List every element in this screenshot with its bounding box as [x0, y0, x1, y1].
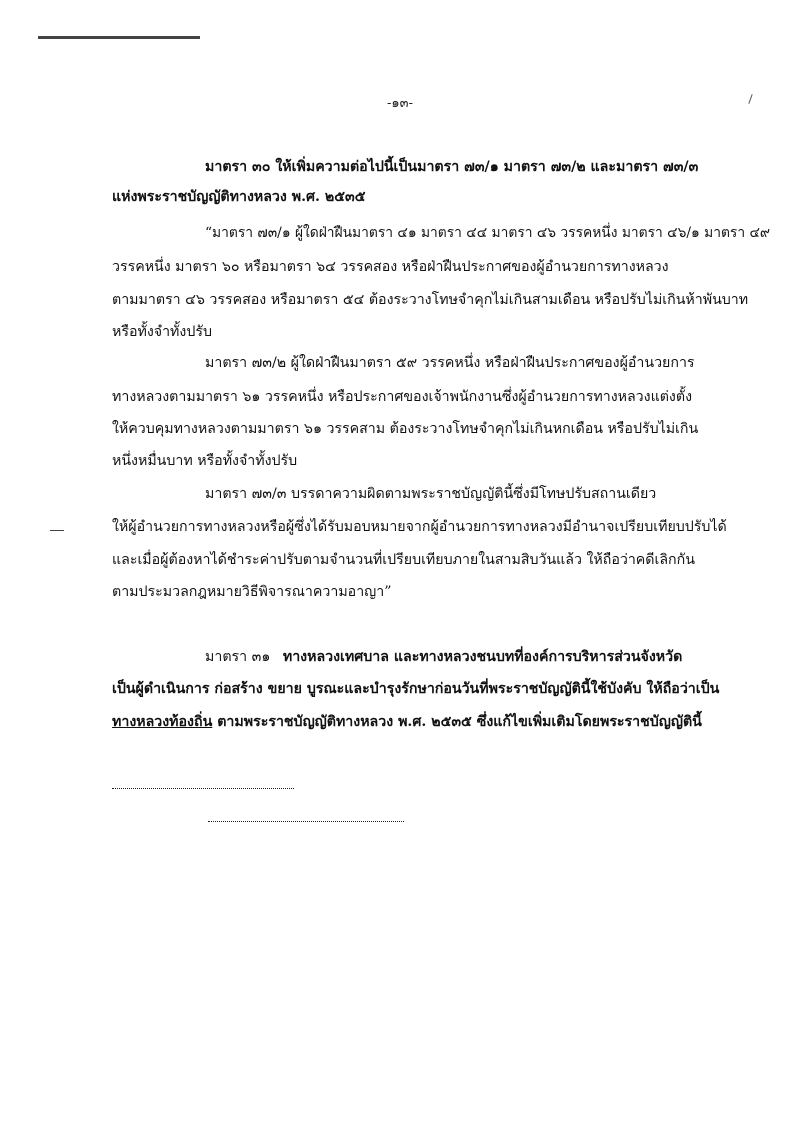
- section30-intro-line2: แห่งพระราชบัญญัติทางหลวง พ.ศ. ๒๕๓๕: [112, 189, 366, 205]
- section73-2-line3: ให้ควบคุมทางหลวงตามมาตรา ๖๑ วรรคสาม ต้องระวางโทษจำคุกไม่เกินหกเดือน หรือปรับไม่เกิน: [112, 421, 699, 437]
- section30-intro-line1: มาตรา ๓๐ ให้เพิ่มความต่อไปนี้เป็นมาตรา ๗๓/๑ มาตรา ๗๓/๒ และมาตรา ๗๓/๓: [205, 159, 699, 175]
- dotted-separator-1: [112, 788, 294, 790]
- section73-2-line2: ทางหลวงตามมาตรา ๖๑ วรรคหนึ่ง หรือประกาศของเจ้าพนักงานซึ่งผู้อำนวยการทางหลวงแต่งตั้ง: [112, 389, 692, 405]
- section73-3-line4: ตามประมวลกฎหมายวิธีพิจารณาความอาญา”: [112, 584, 392, 600]
- section73-2-line4: หนึ่งหมื่นบาท หรือทั้งจำทั้งปรับ: [112, 453, 298, 469]
- section73-3-line1: มาตรา ๗๓/๓ บรรดาความผิดตามพระราชบัญญัตินี้ซึ่งมีโทษปรับสถานเดียว: [205, 486, 657, 502]
- section31-line1-text: ทางหลวงเทศบาล และทางหลวงชนบทที่องค์การบริหารส่วนจังหวัด: [282, 649, 683, 665]
- section73-1-line2: วรรคหนึ่ง มาตรา ๖๐ หรือมาตรา ๖๔ วรรคสอง หรือฝ่าฝืนประกาศของผู้อำนวยการทางหลวง: [112, 259, 669, 275]
- section31-line3: [112, 713, 702, 731]
- scan-artifact-line: [38, 36, 200, 39]
- section31-number: มาตรา ๓๑: [205, 649, 271, 665]
- section73-1-line3: ตามมาตรา ๔๖ วรรคสอง หรือมาตรา ๕๔ ต้องระวางโทษจำคุกไม่เกินสามเดือน หรือปรับไม่เกินห้าพันบาท: [112, 292, 749, 308]
- dotted-separator-2: [208, 821, 404, 823]
- local-highway-term: ทางหลวงท้องถิ่น: [112, 714, 213, 730]
- page-number: -๑๓-: [387, 96, 413, 111]
- section73-1-line1: “มาตรา ๗๓/๑ ผู้ใดฝ่าฝืนมาตรา ๔๑ มาตรา ๔๔ มาตรา ๔๖ วรรคหนึ่ง มาตรา ๔๖/๑ มาตรา ๔๙: [205, 225, 771, 241]
- scan-artifact-dash: [50, 530, 64, 531]
- section73-3-line3: และเมื่อผู้ต้องหาได้ชำระค่าปรับตามจำนวนที่เปรียบเทียบภายในสามสิบวันแล้ว ให้ถือว่าคดีเลิกกัน: [112, 552, 695, 568]
- section73-2-line1: มาตรา ๗๓/๒ ผู้ใดฝ่าฝืนมาตรา ๕๙ วรรคหนึ่ง หรือฝ่าฝืนประกาศของผู้อำนวยการ: [205, 355, 695, 371]
- section73-3-line2: ให้ผู้อำนวยการทางหลวงหรือผู้ซึ่งได้รับมอบหมายจากผู้อำนวยการทางหลวงมีอำนาจเปรียบเทียบปรับได้: [112, 519, 727, 535]
- section31-line3-text: ตามพระราชบัญญัติทางหลวง พ.ศ. ๒๕๓๕ ซึ่งแก้ไขเพิ่มเติมโดยพระราชบัญญัตินี้: [212, 714, 702, 730]
- section31-line1: [205, 648, 682, 666]
- section73-1-line4: หรือทั้งจำทั้งปรับ: [112, 324, 212, 340]
- section31-line2: เป็นผู้ดำเนินการ ก่อสร้าง ขยาย บูรณะและบำรุงรักษาก่อนวันที่พระราชบัญญัตินี้ใช้บังคับ ให้ถือว่าเป็น: [112, 681, 720, 697]
